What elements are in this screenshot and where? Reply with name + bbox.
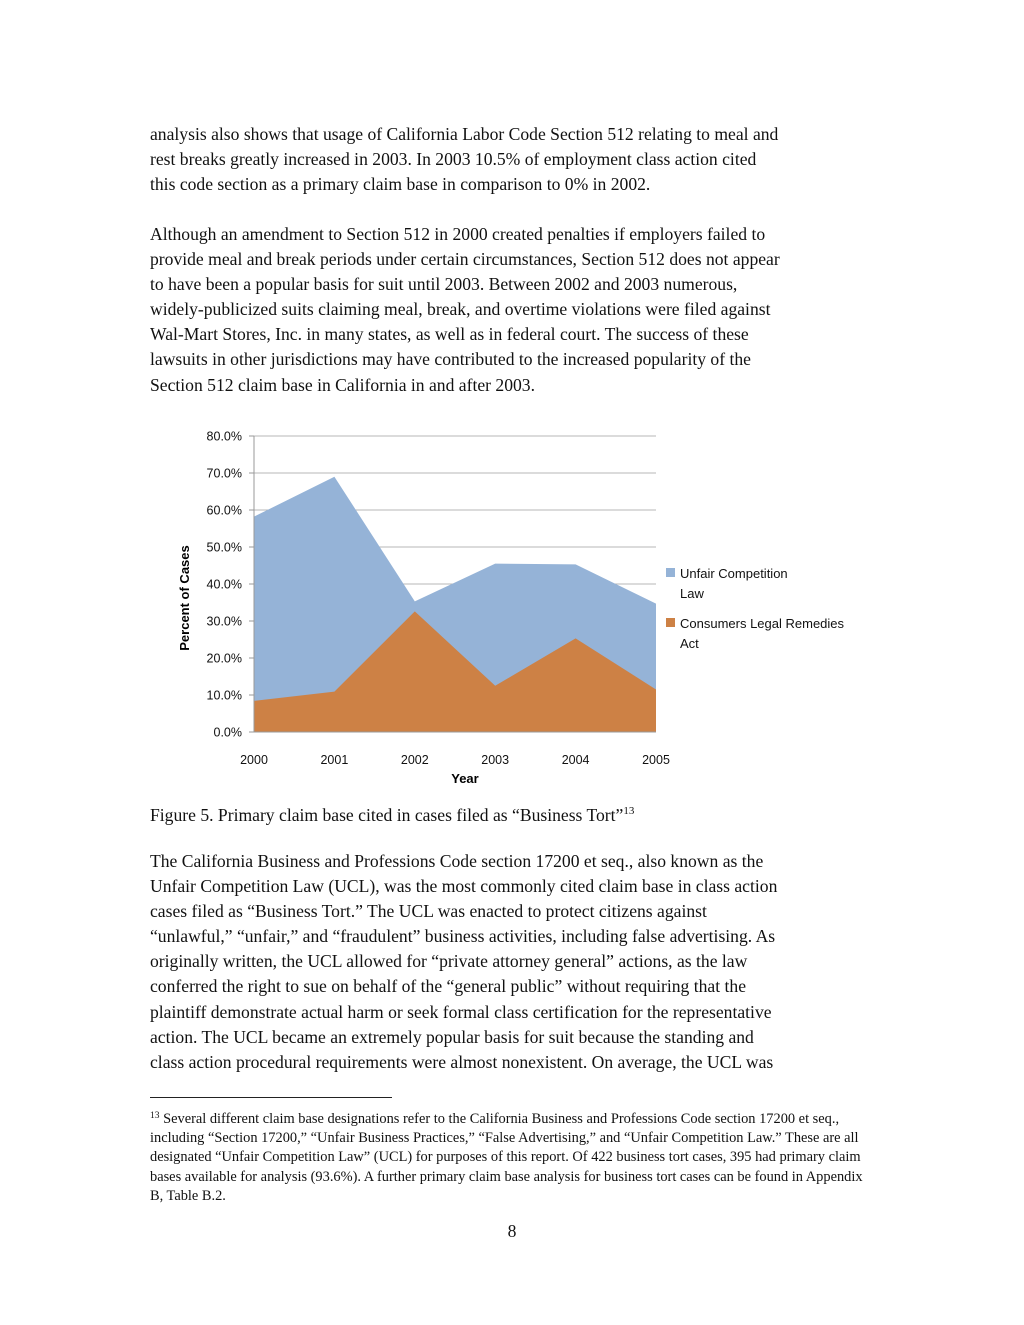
chart-legend	[666, 566, 845, 651]
text-line: cases filed as “Business Tort.” The UCL was enacted to protect citizens against	[150, 901, 707, 922]
x-tick-labels	[240, 753, 670, 767]
claim-base-area-chart	[170, 418, 870, 790]
y-tick-label: 0.0%	[213, 725, 242, 740]
text-line: originally written, the UCL allowed for “private attorney general” actions, as the law	[150, 951, 748, 972]
legend-label: Consumers Legal Remedies	[680, 616, 845, 631]
text-line: this code section as a primary claim base in comparison to 0% in 2002.	[150, 174, 651, 195]
footnote-marker: 13	[150, 1111, 160, 1121]
y-tick-label: 10.0%	[206, 688, 242, 703]
footnote-reference: 13	[623, 805, 635, 817]
text-line: Unfair Competition Law (UCL), was the most commonly cited claim base in class action	[150, 876, 778, 897]
y-tick-label: 30.0%	[206, 614, 242, 629]
y-tick-label: 70.0%	[206, 466, 242, 481]
y-tick-labels	[207, 430, 242, 740]
x-tick-label: 2003	[481, 753, 510, 767]
paragraph-section-512	[150, 222, 874, 398]
text-line: plaintiff demonstrate actual harm or seek formal class certification for the representative	[150, 1001, 772, 1022]
y-tick-label: 60.0%	[206, 503, 242, 518]
text-line: widely-publicized suits claiming meal, break, and overtime violations were filed against	[150, 299, 771, 320]
x-tick-label: 2005	[642, 753, 670, 767]
footnote	[150, 1107, 874, 1206]
text-line: rest breaks greatly increased in 2003. In 2003 10.5% of employment class action cited	[150, 149, 757, 170]
legend-label: Law	[680, 586, 704, 601]
text-line: class action procedural requirements were almost nonexistent. On average, the UCL was	[150, 1051, 774, 1072]
footnote-text: Several different claim base designations refer to the California Business and Professions Code section 17200 et seq., including “Section 17200,” “Unfair Business Practices,” “False Advertising,” and “Unfair Competition Law.” These are all designated “Unfair Competition Law” (UCL) for purposes of this report. Of 422 business tort cases, 395 had primary claim bases available for analysis (93.6%). A further primary claim base analysis for business tort cases can be found in Appendix B, Table B.2.	[150, 1111, 863, 1204]
footnote-divider	[150, 1097, 392, 1098]
y-tick-label: 20.0%	[206, 651, 242, 666]
x-tick-label: 2001	[320, 753, 349, 767]
legend-label: Unfair Competition	[680, 566, 788, 581]
paragraph-meal-break-analysis	[150, 122, 874, 197]
legend-swatch	[666, 568, 675, 577]
text-line: lawsuits in other jurisdictions may have contributed to the increased popularity of the	[150, 349, 751, 370]
y-tick-label: 50.0%	[206, 540, 242, 555]
x-tick-label: 2004	[561, 753, 590, 767]
text-line: Wal-Mart Stores, Inc. in many states, as well as in federal court. The success of these	[150, 324, 749, 345]
y-tick-label: 40.0%	[206, 577, 242, 592]
y-tick-label: 80.0%	[206, 429, 242, 444]
text-line: provide meal and break periods under certain circumstances, Section 512 does not appear	[150, 249, 780, 270]
figure-caption	[150, 799, 634, 828]
x-axis-label: Year	[451, 771, 479, 786]
text-line: analysis also shows that usage of California Labor Code Section 512 relating to meal and	[150, 124, 779, 144]
text-line: action. The UCL became an extremely popular basis for suit because the standing and	[150, 1026, 754, 1047]
text-line: to have been a popular basis for suit until 2003. Between 2002 and 2003 numerous,	[150, 274, 738, 295]
paragraph-unfair-competition-law	[150, 849, 874, 1075]
caption-text: Figure 5. Primary claim base cited in cases filed as “Business Tort”	[150, 805, 624, 825]
text-line: “unlawful,” “unfair,” and “fraudulent” business activities, including false advertising. As	[150, 926, 776, 947]
text-line: conferred the right to sue on behalf of the “general public” without requiring that the	[150, 976, 747, 997]
y-axis-label: Percent of Cases	[177, 545, 192, 651]
x-tick-label: 2000	[240, 753, 268, 767]
page-number: 8	[507, 1221, 517, 1241]
legend-label: Act	[680, 636, 699, 651]
legend-swatch	[666, 618, 675, 627]
text-line: Although an amendment to Section 512 in 2000 created penalties if employers failed to	[150, 224, 766, 244]
x-tick-label: 2002	[400, 753, 429, 767]
text-line: Section 512 claim base in California in and after 2003.	[150, 374, 536, 395]
text-line: The California Business and Professions Code section 17200 et seq., also known as the	[150, 851, 764, 871]
chart-areas	[254, 477, 656, 732]
